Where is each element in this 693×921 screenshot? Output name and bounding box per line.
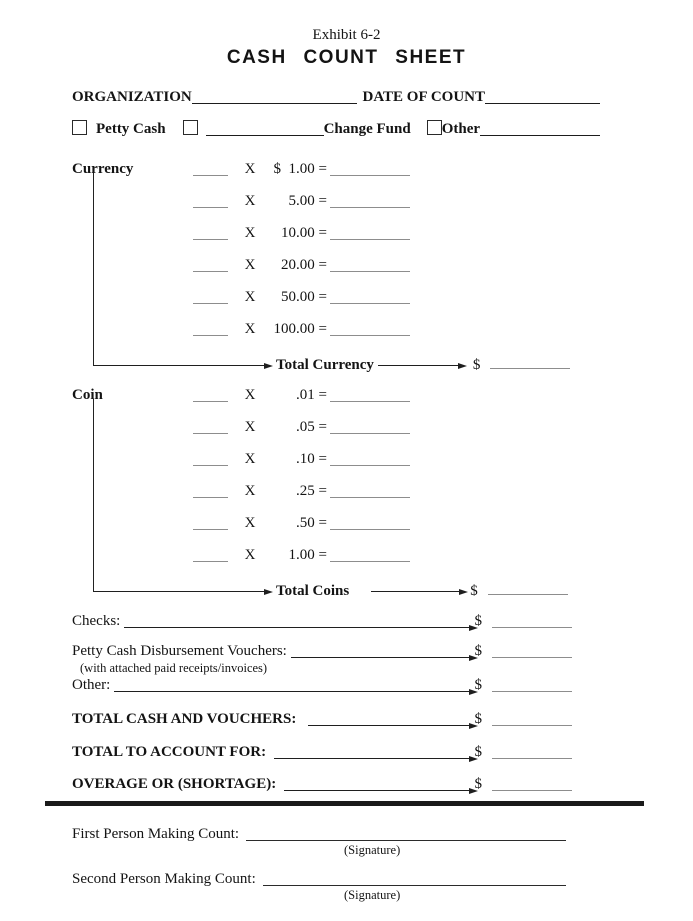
checks-amount-input[interactable]: [492, 627, 572, 628]
petty-cash-checkbox[interactable]: [72, 120, 87, 135]
coin-count-input[interactable]: [193, 497, 228, 498]
multiply-symbol: X: [244, 547, 256, 563]
total-currency-row: [72, 352, 600, 378]
coin-amount-input[interactable]: [330, 433, 410, 434]
checks-row: [72, 611, 572, 631]
coin-section-label: Coin: [72, 387, 103, 403]
currency-row-4: [72, 256, 600, 288]
coin-bracket-line: [93, 399, 94, 591]
coin-section: [72, 386, 600, 604]
signature-caption: (Signature): [344, 842, 401, 857]
total-coins-row: [72, 578, 600, 604]
multiply-symbol: X: [244, 289, 256, 305]
checks-label: Checks:: [72, 613, 121, 629]
other-description-input[interactable]: [480, 135, 600, 136]
coin-row-5: [72, 514, 600, 546]
dollar-sign: $: [474, 677, 482, 693]
currency-amount-input[interactable]: [330, 303, 410, 304]
coin-row-6: [72, 546, 600, 578]
coin-amount-input[interactable]: [330, 465, 410, 466]
denomination-label: 50.00 =: [281, 289, 327, 305]
coin-count-input[interactable]: [193, 561, 228, 562]
change-fund-label: Change Fund: [323, 121, 411, 137]
currency-row-5: [72, 288, 600, 320]
total-to-account-for-amount-input[interactable]: [492, 758, 572, 759]
currency-amount-input[interactable]: [330, 239, 410, 240]
coin-row-1: [72, 386, 600, 418]
first-person-signature-input[interactable]: [246, 840, 566, 841]
currency-amount-input[interactable]: [330, 175, 410, 176]
organization-row: [72, 88, 600, 107]
change-fund-amount-input[interactable]: [206, 135, 324, 136]
date-of-count-label: DATE OF COUNT: [362, 89, 485, 105]
second-count-signature-row: [72, 869, 566, 889]
denomination-label: 100.00 =: [273, 321, 327, 337]
denomination-label: .10 =: [296, 451, 327, 467]
multiply-symbol: X: [244, 483, 256, 499]
currency-section: [72, 160, 600, 378]
currency-row-1: [72, 160, 600, 192]
vouchers-label: Petty Cash Disbursement Vouchers:: [72, 643, 287, 659]
vouchers-note: (with attached paid receipts/invoices): [80, 661, 268, 675]
overage-shortage-amount-input[interactable]: [492, 790, 572, 791]
petty-cash-label: Petty Cash: [96, 121, 166, 137]
total-cash-and-vouchers-row: [72, 709, 572, 729]
vouchers-row: [72, 641, 572, 661]
currency-row-3: [72, 224, 600, 256]
total-currency-amount-input[interactable]: [490, 368, 570, 369]
other-checkbox[interactable]: [427, 120, 442, 135]
checks-detail-input[interactable]: [124, 627, 468, 628]
total-cash-and-vouchers-label: TOTAL CASH AND VOUCHERS:: [72, 711, 297, 727]
coin-count-input[interactable]: [193, 529, 228, 530]
coin-row-2: [72, 418, 600, 450]
denomination-label: 5.00 =: [288, 193, 327, 209]
coin-count-input[interactable]: [193, 401, 228, 402]
other-amount-input[interactable]: [492, 691, 572, 692]
multiply-symbol: X: [244, 451, 256, 467]
denomination-label: .01 =: [296, 387, 327, 403]
denomination-label: $ 1.00 =: [273, 161, 327, 177]
first-person-label: First Person Making Count:: [72, 825, 240, 842]
organization-label: ORGANIZATION: [72, 89, 192, 105]
coin-count-input[interactable]: [193, 465, 228, 466]
coin-amount-input[interactable]: [330, 529, 410, 530]
total-to-account-for-row: [72, 742, 572, 762]
arrow-connector: [274, 758, 468, 759]
dollar-sign: $: [472, 356, 481, 373]
total-cash-and-vouchers-amount-input[interactable]: [492, 725, 572, 726]
currency-amount-input[interactable]: [330, 207, 410, 208]
currency-row-6: [72, 320, 600, 352]
total-coins-label: Total Coins: [276, 582, 350, 599]
multiply-symbol: X: [244, 193, 256, 209]
change-fund-checkbox[interactable]: [183, 120, 198, 135]
arrow-connector: [93, 591, 264, 592]
currency-count-input[interactable]: [193, 271, 228, 272]
dollar-sign: $: [474, 776, 482, 792]
exhibit-label: Exhibit 6-2: [312, 27, 381, 43]
arrow-connector: [308, 725, 468, 726]
overage-shortage-row: [72, 774, 572, 794]
total-coins-amount-input[interactable]: [488, 594, 568, 595]
multiply-symbol: X: [244, 321, 256, 337]
other-row: [72, 675, 572, 695]
currency-count-input[interactable]: [193, 175, 228, 176]
denomination-label: .50 =: [296, 515, 327, 531]
currency-row-2: [72, 192, 600, 224]
signature-caption: (Signature): [344, 887, 401, 902]
denomination-label: 20.00 =: [281, 257, 327, 273]
organization-input[interactable]: [192, 103, 358, 104]
second-person-signature-input[interactable]: [263, 885, 566, 886]
dollar-sign: $: [470, 582, 478, 599]
overage-shortage-label: OVERAGE OR (SHORTAGE):: [72, 776, 277, 792]
arrow-connector: [371, 591, 459, 592]
coin-row-3: [72, 450, 600, 482]
currency-amount-input[interactable]: [330, 335, 410, 336]
section-divider: [45, 801, 644, 806]
currency-count-input[interactable]: [193, 335, 228, 336]
coin-amount-input[interactable]: [330, 401, 410, 402]
currency-amount-input[interactable]: [330, 271, 410, 272]
currency-count-input[interactable]: [193, 207, 228, 208]
page-title: CASH COUNT SHEET: [226, 47, 467, 68]
coin-amount-input[interactable]: [330, 497, 410, 498]
total-to-account-for-label: TOTAL TO ACCOUNT FOR:: [72, 744, 267, 760]
arrow-connector: [284, 790, 468, 791]
multiply-symbol: X: [244, 225, 256, 241]
multiply-symbol: X: [244, 515, 256, 531]
currency-section-label: Currency: [72, 161, 134, 177]
coin-row-4: [72, 482, 600, 514]
coin-amount-input[interactable]: [330, 561, 410, 562]
currency-bracket-line: [93, 173, 94, 365]
multiply-symbol: X: [244, 257, 256, 273]
first-count-signature-row: [72, 824, 566, 844]
coin-count-input[interactable]: [193, 433, 228, 434]
vouchers-amount-input[interactable]: [492, 657, 572, 658]
other-detail-input[interactable]: [114, 691, 468, 692]
currency-count-input[interactable]: [193, 239, 228, 240]
multiply-symbol: X: [244, 419, 256, 435]
total-currency-label: Total Currency: [276, 356, 374, 373]
arrow-connector: [93, 365, 264, 366]
denomination-label: .05 =: [296, 419, 327, 435]
dollar-sign: $: [474, 744, 482, 760]
denomination-label: .25 =: [296, 483, 327, 499]
denomination-label: 1.00 =: [288, 547, 327, 563]
date-of-count-input[interactable]: [485, 103, 600, 104]
multiply-symbol: X: [244, 161, 256, 177]
denomination-label: 10.00 =: [281, 225, 327, 241]
dollar-sign: $: [474, 643, 482, 659]
fund-type-row: [72, 118, 600, 139]
vouchers-detail-input[interactable]: [291, 657, 469, 658]
arrow-connector: [378, 365, 458, 366]
second-person-label: Second Person Making Count:: [72, 870, 256, 887]
other-label: Other: [441, 121, 481, 137]
multiply-symbol: X: [244, 387, 256, 403]
currency-count-input[interactable]: [193, 303, 228, 304]
dollar-sign: $: [474, 711, 482, 727]
other-entry-label: Other:: [72, 677, 111, 693]
dollar-sign: $: [474, 613, 482, 629]
